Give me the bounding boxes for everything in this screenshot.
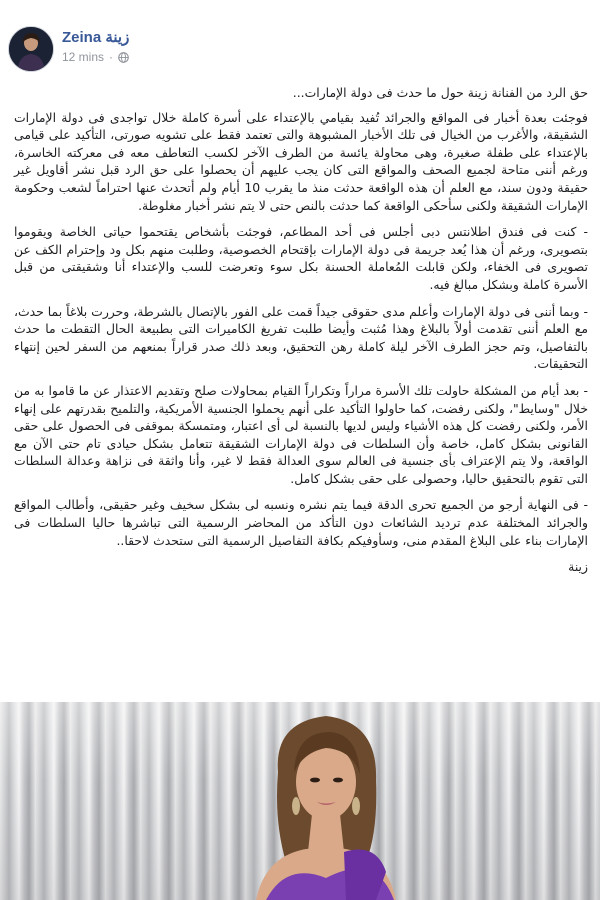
- post-title: حق الرد من الفنانة زينة حول ما حدث فى دولة الإمارات...: [292, 85, 588, 100]
- author-name-latin[interactable]: Zeina: [62, 29, 102, 46]
- post-header: [0, 0, 600, 80]
- post-signature: زينة: [568, 559, 588, 575]
- post-paragraph-5: - فى النهاية أرجو من الجميع تحرى الدقة فيما يتم نشره ونسبه لى بشكل سخيف وغير حقيقى، وأطالب المواقع والجرائد المختلفة عدم ترديد الشائعات دون التأكد من المحاضر الرسمية التى تباشرها حاليا السلطات فى الإمارات بناء على البلاغ المقدم منى، وسأوفيكم بكافة التفاصيل الرسمية التى ستحدث لاحقا..: [14, 497, 588, 548]
- post-paragraph-4: - بعد أيام من المشكلة حاولت تلك الأسرة مراراً وتكراراً القيام بمحاولات صلح وتقديم الاعتذار عن ما قاموا به من خلال "وسايط"، ولكنى رفضت، كما حاولوا التأكيد على أنهم يحملوا الجنسية الأمريكية، والتلميح بقدرتهم على إنهاء الأمر، ولكنى رفضت كل هذه الأشياء وليس لديها بالنسبة لى أى اعتبار، ومتمسكة بموقفى فى الحصول على حقى القانونى بشكل كامل، خاصة وأن السلطات فى دولة الإمارات الشقيقة تتعامل بشكل حيادى تام حتى الآن مع الواقعة، ولا يتم الإعتراف بأى جنسية فى العالم سوى العدالة فقط لا غير، وأنا واثقة فى نزاهة وعدالة السلطات التى تقوم بالتحقيق حاليا، وحصولى على حقى بشكل كامل.: [14, 382, 588, 486]
- avatar-image: [9, 27, 53, 71]
- author-name-arabic[interactable]: زينة: [105, 29, 130, 46]
- woman-portrait: [226, 702, 426, 900]
- post-photo[interactable]: [0, 702, 600, 900]
- post-timestamp[interactable]: 12 mins: [62, 50, 105, 64]
- author-name[interactable]: [62, 28, 129, 46]
- post-paragraph-1: فوجئت بعدة أخبار فى المواقع والجرائد تُفيد بقيامي بالإعتداء على أسرة كاملة خلال تواجدى فى دولة الإمارات الشقيقة، والأغرب من الخيال فى تلك الأخبار المشبوهة والتى تعتمد فقط على تشويه صورتى، التأكيد على قيامى بالإعتداء على طفلة صغيرة، وهى محاولة يائسة من الطرف الآخر لكسب التعاطف معه فى معركته الخاسرة، ورغم أننى متاحة لجميع الصحف والمواقع التى كان يجب عليهم أن يحصلوا على حق الرد قبل نشر أقاويل غير حقيقة ودون سند، مع العلم أن هذه الواقعة حدثت منذ ما يقرب 10 أيام ولم أتحدث عنها احتراماً لشعب وحكومة الإمارات الشقيقة ولكنى سأحكى الواقعة كما حدثت بالنص حتى لا يتم نشر أخبار مغلوطة.: [14, 109, 588, 213]
- meta-separator: ·: [109, 50, 114, 64]
- globe-icon[interactable]: [118, 52, 129, 63]
- profile-avatar[interactable]: [8, 26, 54, 72]
- post-paragraph-3: - وبما أننى فى دولة الإمارات وأعلم مدى حقوقى جيداً قمت على الفور بالإتصال بالشرطة، وحررت بلاغاً بما حدث، مع العلم أننى تقدمت أولاً بالبلاغ وهذا مُثبت وأيضا طلبت تفريغ الكاميرات التى بطبيعة الحال التقطت ما حدث بالتفاصيل، وتم حجز الطرف الآخر ليلة كاملة رهن التحقيق، وبعد ذلك صدر قراراً بمنعهم من السفر لحين إنتهاء التحقيقات.: [14, 303, 588, 372]
- post-paragraph-2: - كنت فى فندق اطلانتس دبى أجلس فى أحد المطاعم، فوجئت بأشخاص يقتحموا حياتى الخاصة ويقوموا بتصويرى، ورغم أن هذا يُعد جريمة فى دولة الإمارات بإقتحام الخصوصية، وطلبت منهم بكل ود وإحترام الكف عن تصويرى فى الخفاء، ولكن قابلت المُعاملة الحسنة بكل سوء وتعرضت للسب والإعتداء أنا وشقيقتى من قبل الأسرة كاملة وبشكل مبالغ فيه.: [14, 224, 588, 292]
- post-body: [14, 84, 588, 585]
- post-meta: [62, 50, 129, 64]
